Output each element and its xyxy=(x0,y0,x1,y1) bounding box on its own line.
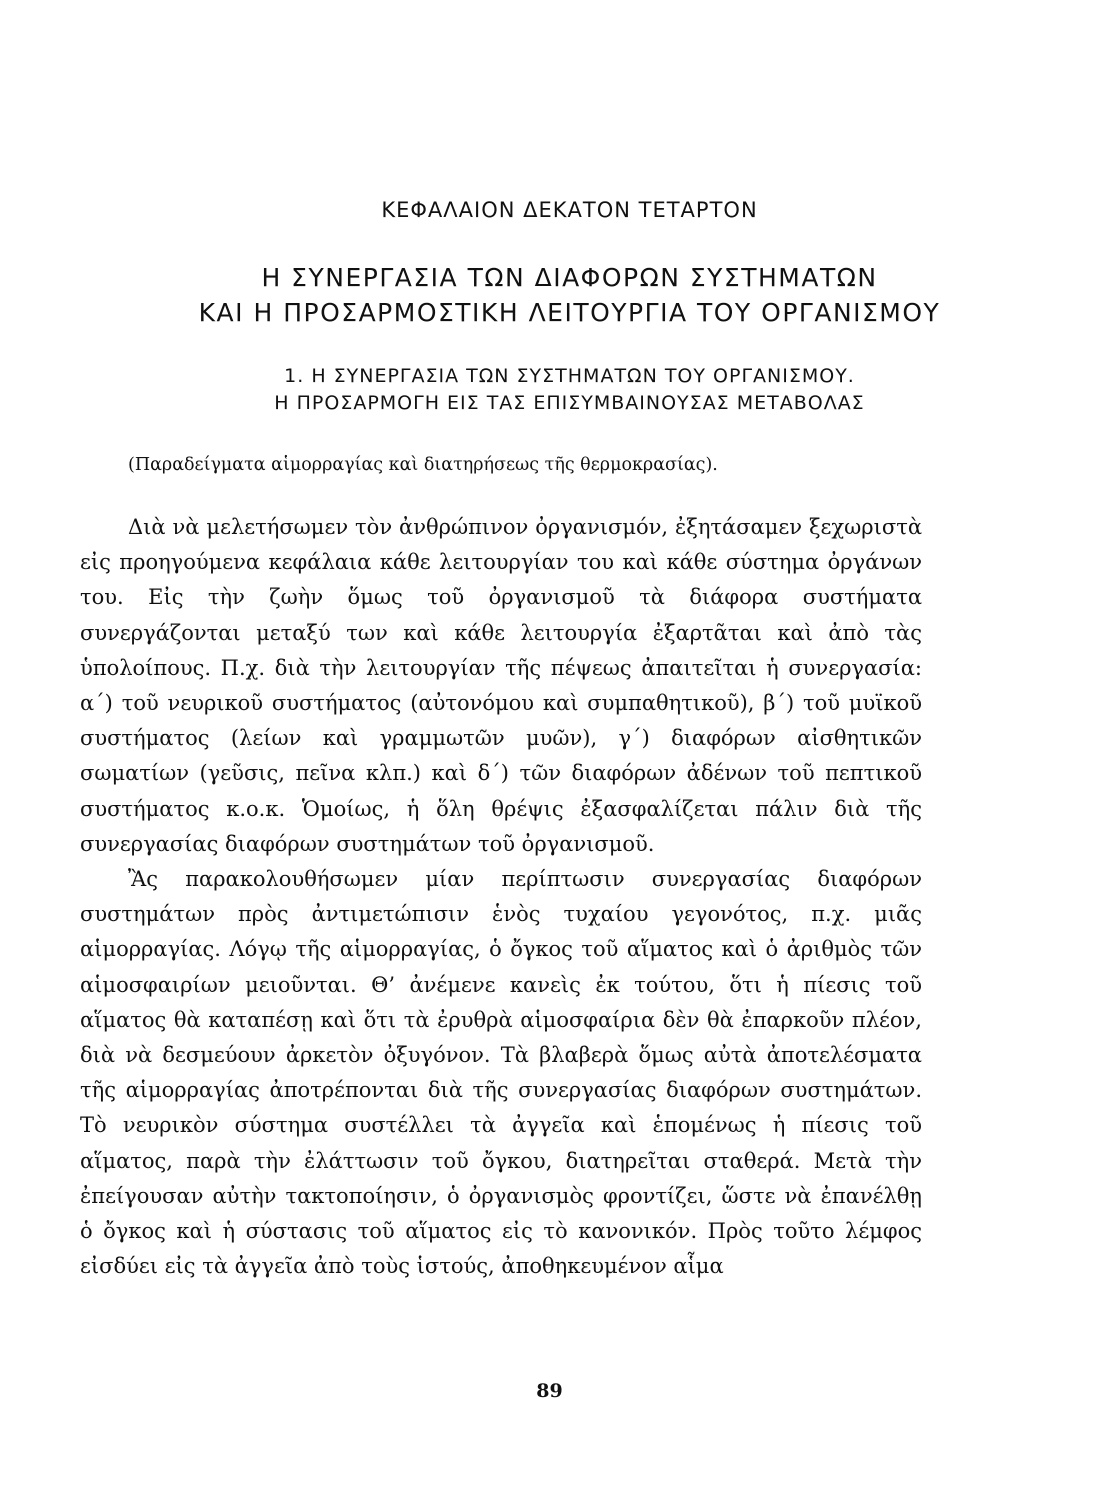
body-text xyxy=(80,510,922,1284)
section-heading xyxy=(0,363,1099,417)
chapter-title xyxy=(0,260,1099,330)
paragraph-2: Ἂς παρακολουθήσωμεν μίαν περίπτωσιν συνεργασίας διαφόρων συστημάτων πρὸς ἀντιμετώπισιν ἑνὸς τυχαίου γεγονότος, π.χ. μιᾶς αἱμορραγίας. Λόγῳ τῆς αἱμορραγίας, ὁ ὄγκος τοῦ αἵματος καὶ ὁ ἀριθμὸς τῶν αἱμοσφαιρίων μειοῦνται. Θ’ ἀνέμενε κανεὶς ἐκ τούτου, ὅτι ἡ πίεσις τοῦ αἵματος θὰ καταπέσῃ καὶ ὅτι τὰ ἐρυθρὰ αἱμοσφαίρια δὲν θὰ ἐπαρκοῦν πλέον, διὰ νὰ δεσμεύουν ἀρκετὸν ὀξυγόνον. Τὰ βλαβερὰ ὅμως αὐτὰ ἀποτελέσματα τῆς αἱμορραγίας ἀποτρέπονται διὰ τῆς συνεργασίας διαφόρων συστημάτων. Τὸ νευρικὸν σύστημα συστέλλει τὰ ἀγγεῖα καὶ ἑπομένως ἡ πίεσις τοῦ αἵματος, παρὰ τὴν ἐλάττωσιν τοῦ ὄγκου, διατηρεῖται σταθερά. Μετὰ τὴν ἐπείγουσαν αὐτὴν τακτοποίησιν, ὁ ὀργανισμὸς φροντίζει, ὥστε νὰ ἐπανέλθῃ ὁ ὄγκος καὶ ἡ σύστασις τοῦ αἵματος εἰς τὸ κανονικόν. Πρὸς τοῦτο λέμφος εἰσδύει εἰς τὰ ἀγγεῖα ἀπὸ τοὺς ἱστούς, ἀποθηκευμένον αἷμα xyxy=(80,867,922,1279)
chapter-heading: ΚΕΦΑΛΑΙΟΝ ΔΕΚΑΤΟΝ ΤΕΤΑΡΤΟΝ xyxy=(381,198,758,222)
section-heading-line-1: 1. Η ΣΥΝΕΡΓΑΣΙΑ ΤΩΝ ΣΥΣΤΗΜΑΤΩΝ ΤΟΥ ΟΡΓΑΝΙΣΜΟΥ. xyxy=(284,365,855,387)
section-heading-line-2: Η ΠΡΟΣΑΡΜΟΓΗ ΕΙΣ ΤΑΣ ΕΠΙΣΥΜΒΑΙΝΟΥΣΑΣ ΜΕΤΑΒΟΛΑΣ xyxy=(274,392,865,414)
chapter-title-line-2: ΚΑΙ Η ΠΡΟΣΑΡΜΟΣΤΙΚΗ ΛΕΙΤΟΥΡΓΙΑ ΤΟΥ ΟΡΓΑΝΙΣΜΟΥ xyxy=(198,298,941,327)
examples-note: (Παραδείγματα αἱμορραγίας καὶ διατηρήσεως τῆς θερμοκρασίας). xyxy=(128,455,718,475)
chapter-title-line-1: Η ΣΥΝΕΡΓΑΣΙΑ ΤΩΝ ΔΙΑΦΟΡΩΝ ΣΥΣΤΗΜΑΤΩΝ xyxy=(261,263,878,292)
paragraph-1: Διὰ νὰ μελετήσωμεν τὸν ἀνθρώπινον ὀργανισμόν, ἐξητάσαμεν ξεχωριστὰ εἰς προηγούμενα κεφάλαια κάθε λειτουργίαν του καὶ κάθε σύστημα ὀργάνων του. Εἰς τὴν ζωὴν ὅμως τοῦ ὀργανισμοῦ τὰ διάφορα συστήματα συνεργάζονται μεταξύ των καὶ κάθε λειτουργία ἐξαρτᾶται καὶ ἀπὸ τὰς ὑπολοίπους. Π.χ. διὰ τὴν λειτουργίαν τῆς πέψεως ἀπαιτεῖται ἡ συνεργασία: α΄) τοῦ νευρικοῦ συστήματος (αὐτονόμου καὶ συμπαθητικοῦ), β΄) τοῦ μυϊκοῦ συστήματος (λείων καὶ γραμμωτῶν μυῶν), γ΄) διαφόρων αἰσθητικῶν σωματίων (γεῦσις, πεῖνα κλπ.) καὶ δ΄) τῶν διαφόρων ἀδένων τοῦ πεπτικοῦ συστήματος κ.ο.κ. Ὁμοίως, ἡ ὅλη θρέψις ἐξασφαλίζεται πάλιν διὰ τῆς συνεργασίας διαφόρων συστημάτων τοῦ ὀργανισμοῦ. xyxy=(80,515,922,856)
page-number: 89 xyxy=(536,1380,563,1402)
